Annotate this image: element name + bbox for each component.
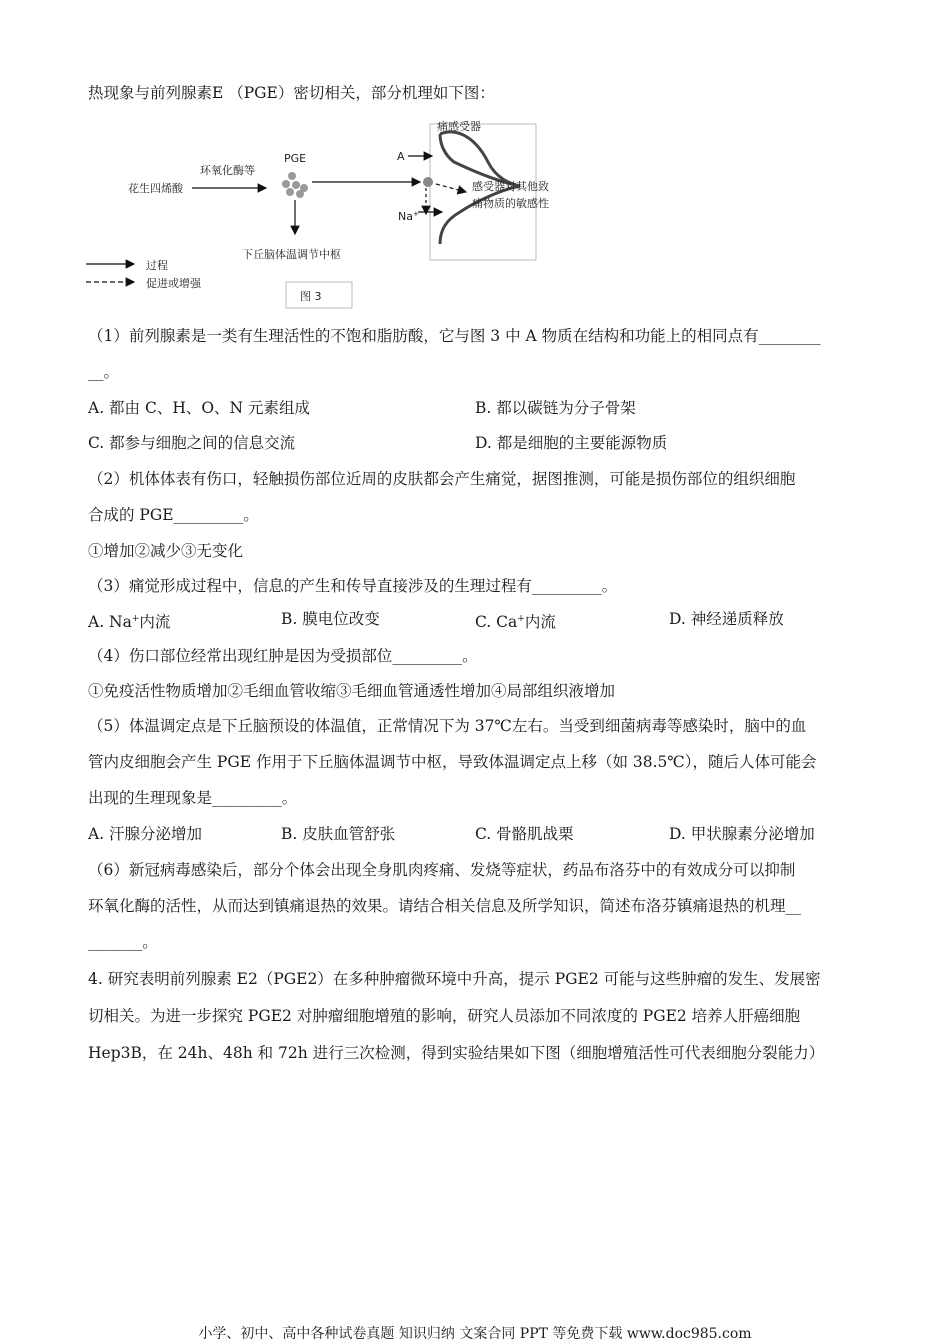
- q5-line-3: 出现的生理现象是_________。: [88, 789, 298, 807]
- intro-text: 热现象与前列腺素E （PGE）密切相关，部分机理如下图：: [88, 84, 495, 102]
- q3-option-a: A. Na+内流: [88, 613, 171, 631]
- q5-option-a: A. 汗腺分泌增加: [88, 825, 203, 843]
- q1-option-d: D. 都是细胞的主要能源物质: [475, 434, 668, 452]
- q6-line-2: 环氧化酶的活性，从而达到镇痛退热的效果。请结合相关信息及所学知识，简述布洛芬镇痛退热的机理__: [88, 897, 802, 915]
- legend-process-label: 过程: [146, 259, 168, 272]
- q5-option-b: B. 皮肤血管舒张: [281, 825, 396, 843]
- q2-text: （2）机体体表有伤口，轻触损伤部位近周的皮肤都会产生痛觉，据图推测，可能是损伤部位的组织细胞: [88, 470, 796, 488]
- q4-choices: ①免疫活性物质增加②毛细血管收缩③毛细血管通透性增加④局部组织液增加: [88, 682, 616, 700]
- effect-text-2: 痛物质的敏感性: [472, 197, 549, 210]
- pge-molecules-icon: [282, 172, 308, 198]
- q1-option-a: A. 都由 C、H、O、N 元素组成: [88, 399, 311, 417]
- q7-line-1: 4. 研究表明前列腺素 E2（PGE2）在多种肿瘤微环境中升高，提示 PGE2 可能与这些肿瘤的发生、发展密: [88, 970, 821, 988]
- q3-text: （3）痛觉形成过程中，信息的产生和传导直接涉及的生理过程有_________。: [88, 577, 618, 595]
- na-label: Na+: [398, 210, 419, 223]
- a-label: A: [397, 150, 405, 163]
- q3-option-b: B. 膜电位改变: [281, 610, 380, 628]
- enzyme-label: 环氧化酶等: [200, 164, 255, 177]
- q2-cont: 合成的 PGE_________。: [88, 506, 259, 524]
- a-receptor-icon: [434, 150, 440, 162]
- q1-cont: __。: [88, 363, 120, 381]
- pge-receptor-icon: [423, 177, 433, 187]
- q5-option-d: D. 甲状腺素分泌增加: [669, 825, 815, 843]
- q6-line-1: （6）新冠病毒感染后，部分个体会出现全身肌肉疼痛、发烧等症状，药品布洛芬中的有效成分可以抑制: [88, 861, 796, 879]
- q1-option-c: C. 都参与细胞之间的信息交流: [88, 434, 296, 452]
- pge-label: PGE: [284, 152, 307, 165]
- q3-option-c: C. Ca+内流: [475, 613, 556, 631]
- substrate-label: 花生四烯酸: [128, 182, 183, 195]
- pge-mechanism-figure: [80, 112, 580, 312]
- q2-choices: ①增加②减少③无变化: [88, 542, 244, 560]
- q7-line-3: Hep3B，在 24h、48h 和 72h 进行三次检测，得到实验结果如下图（细胞增殖活性可代表细胞分裂能力）: [88, 1044, 825, 1062]
- q1-text: （1）前列腺素是一类有生理活性的不饱和脂肪酸，它与图 3 中 A 物质在结构和功能上的相同点有________: [88, 327, 821, 345]
- q7-line-2: 切相关。为进一步探究 PGE2 对肿瘤细胞增殖的影响，研究人员添加不同浓度的 PGE2 培养人肝癌细胞: [88, 1007, 801, 1025]
- q5-line-2: 管内皮细胞会产生 PGE 作用于下丘脑体温调节中枢，导致体温调定点上移（如 38.5℃），随后人体可能会: [88, 753, 817, 771]
- figure-caption: 图 3: [300, 290, 322, 303]
- hypothalamus-label: 下丘脑体温调节中枢: [242, 248, 341, 261]
- q5-option-c: C. 骨骼肌战栗: [475, 825, 574, 843]
- q1-option-b: B. 都以碳链为分子骨架: [475, 399, 636, 417]
- legend-promote-label: 促进或增强: [146, 277, 201, 290]
- footer-text: 小学、初中、高中各种试卷真题 知识归纳 文案合同 PPT 等免费下载 www.doc985.com: [198, 1326, 752, 1342]
- q3-option-d: D. 神经递质释放: [669, 610, 784, 628]
- receptor-label: 痛感受器: [437, 120, 481, 133]
- q6-line-3: _______。: [88, 933, 158, 951]
- q5-line-1: （5）体温调定点是下丘脑预设的体温值，正常情况下为 37℃左右。当受到细菌病毒等感染时，脑中的血: [88, 717, 807, 735]
- effect-text-1: 感受器对其他致: [472, 180, 549, 193]
- q4-text: （4）伤口部位经常出现红肿是因为受损部位_________。: [88, 647, 478, 665]
